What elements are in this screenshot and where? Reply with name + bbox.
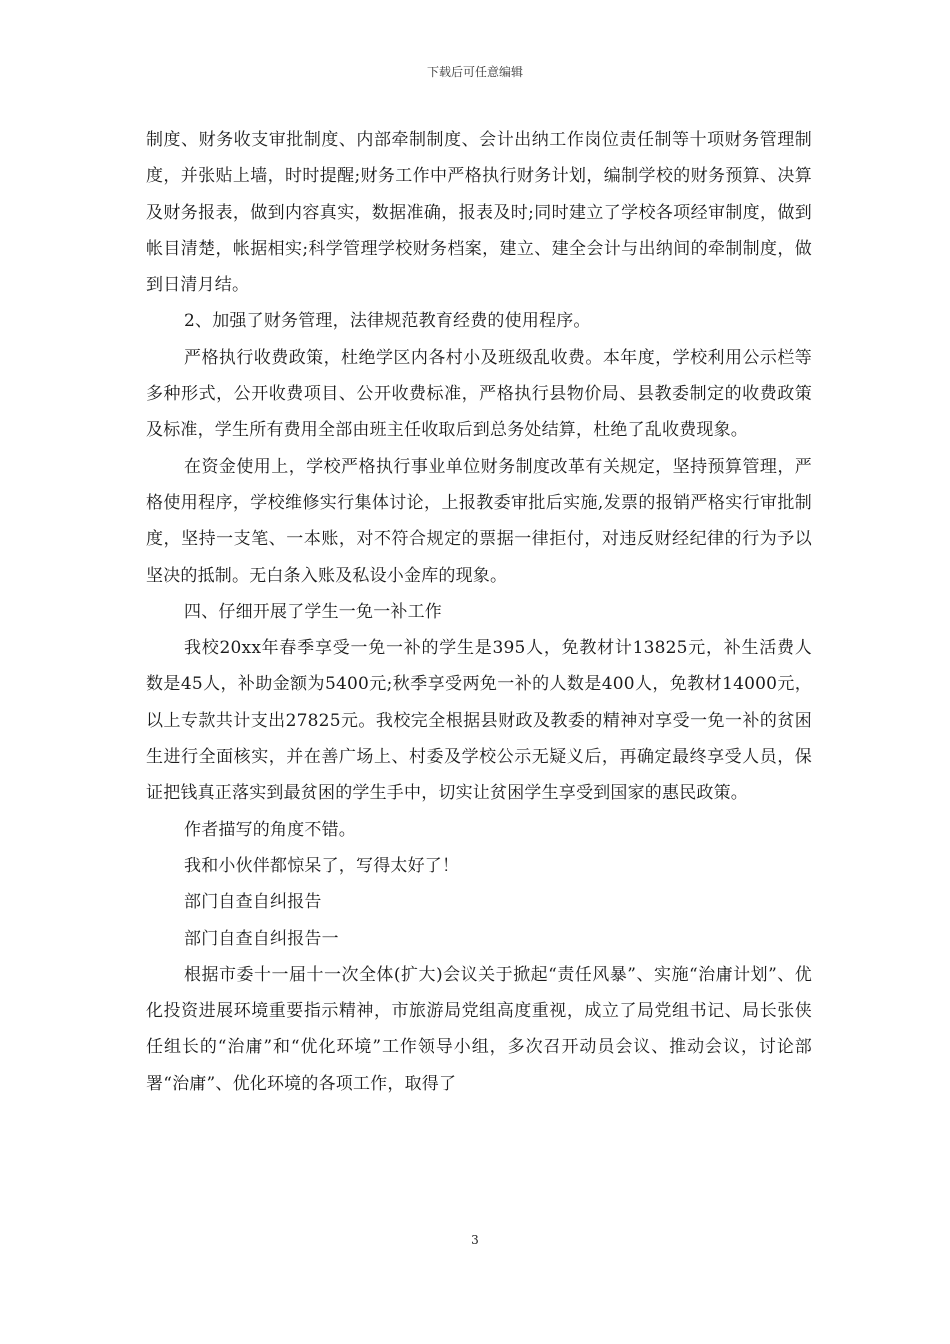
paragraph: 在资金使用上，学校严格执行事业单位财务制度改革有关规定，坚持预算管理，严格使用程序，学校维修实行集体讨论，上报教委审批后实施,发票的报销严格实行审批制度，坚持一支笔、一本账，对不符合规定的票据一律拒付，对违反财经纪律的行为予以坚决的抵制。无白条入账及私设小金库的现象。 (146, 456, 812, 586)
paragraph: 根据市委十一届十一次全体(扩大)会议关于掀起“责任风暴”、实施“治庸计划”、优化投资进展环境重要指示精神，市旅游局党组高度重视，成立了局党组书记、局长张侠任组长的“治庸”和“优化环境”工作领导小组，多次召开动员会议、推动会议，讨论部署“治庸”、优化环境的各项工作，取得了 (146, 964, 812, 1094)
paragraph: 严格执行收费政策，杜绝学区内各村小及班级乱收费。本年度，学校利用公示栏等多种形式，公开收费项目、公开收费标准，严格执行县物价局、县教委制定的收费政策及标准，学生所有费用全部由班主任收取后到总务处结算，杜绝了乱收费现象。 (146, 347, 812, 441)
document-title: 部门自查自纠报告 (184, 892, 322, 913)
page-number: 3 (471, 1233, 479, 1247)
document-body (146, 122, 812, 1102)
paragraph: 作者描写的角度不错。 (184, 819, 356, 840)
paragraph: 制度、财务收支审批制度、内部牵制制度、会计出纳工作岗位责任制等十项财务管理制度，并张贴上墙，时时提醒;财务工作中严格执行财务计划，编制学校的财务预算、决算及财务报表，做到内容真实，数据准确，报表及时;同时建立了学校各项经审制度，做到帐目清楚，帐据相实;科学管理学校财务档案，建立、建全会计与出纳间的牵制制度，做到日清月结。 (146, 130, 812, 296)
paragraph: 我和小伙伴都惊呆了，写得太好了！ (184, 855, 460, 876)
section-heading: 四、仔细开展了学生一免一补工作 (184, 601, 442, 622)
section-heading: 部门自查自纠报告一 (184, 928, 339, 949)
page-header: 下载后可任意编辑 (426, 65, 523, 79)
paragraph: 我校20xx年春季享受一免一补的学生是395人，免教材计13825元，补生活费人数是45人，补助金额为5400元;秋季享受两免一补的人数是400人，免教材14000元，以上专款共计支出27825元。我校完全根据县财政及教委的精神对享受一免一补的贫困生进行全面核实，并在善广场上、村委及学校公示无疑义后，再确定最终享受人员，保证把钱真正落实到最贫困的学生手中，切实让贫困学生享受到国家的惠民政策。 (146, 638, 812, 804)
paragraph: 2、加强了财务管理，法律规范教育经费的使用程序。 (184, 311, 591, 332)
